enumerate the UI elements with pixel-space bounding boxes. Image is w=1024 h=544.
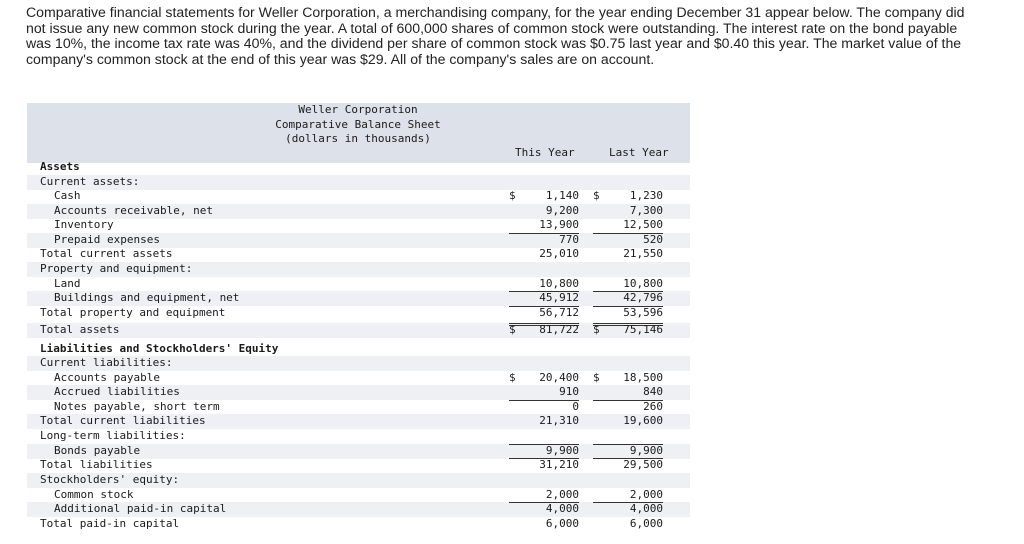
table-row	[27, 414, 690, 429]
row-label: Current assets:	[40, 175, 140, 188]
table-row	[27, 502, 690, 517]
currency-symbol: $	[509, 323, 516, 336]
last-year-value: 1,230	[629, 189, 663, 202]
this-year-value-cell	[509, 233, 579, 246]
this-year-value: 9,200	[545, 204, 579, 217]
this-year-value-cell	[509, 444, 579, 457]
table-row	[27, 385, 690, 400]
this-year-value: 2,000	[545, 488, 579, 501]
table-row	[27, 488, 690, 503]
row-label: Assets	[40, 160, 80, 173]
table-row	[27, 356, 690, 371]
table-row	[27, 277, 690, 292]
row-label: Total current liabilities	[40, 414, 206, 427]
last-year-value: 9,900	[629, 444, 663, 457]
this-year-value: 6,000	[545, 517, 579, 530]
table-row	[27, 306, 690, 321]
row-label: Accrued liabilities	[54, 385, 180, 398]
table-row	[27, 444, 690, 459]
last-year-value: 75,146	[623, 323, 663, 336]
this-year-value: 1,140	[545, 189, 579, 202]
this-year-value-cell	[509, 400, 579, 413]
currency-symbol: $	[509, 371, 516, 384]
last-year-value: 7,300	[629, 204, 663, 217]
intro-text: Comparative financial statements for Weller Corporation, a merchandising company, for the year ending December 31 appear below. The company did not issue any new common stock during the year. A total of 600,000 shares of common stock were outstanding. The interest rate on the bond payable was 10%, the income tax rate was 40%, and the dividend per share of common stock was $0.75 last year and $0.40 this year. The market value of the company's common stock at the end of this year was $29. All of the company's sales are on account.	[26, 4, 965, 67]
last-year-value: 21,550	[623, 247, 663, 260]
this-year-value-cell	[509, 291, 579, 304]
column-header-this-year: This Year	[515, 146, 575, 159]
table-row	[27, 175, 690, 190]
this-year-value: 31,210	[539, 458, 579, 471]
table-row	[27, 429, 690, 444]
row-label: Common stock	[54, 488, 134, 501]
row-label: Bonds payable	[54, 444, 141, 457]
this-year-value-cell	[509, 306, 579, 319]
units-note: (dollars in thousands)	[285, 132, 431, 145]
last-year-value-cell	[593, 458, 663, 471]
currency-symbol: $	[593, 323, 600, 336]
problem-description	[26, 5, 986, 67]
this-year-value: 20,400	[539, 371, 579, 384]
last-year-value: 4,000	[629, 502, 663, 515]
row-label: Accounts receivable, net	[54, 204, 213, 217]
this-year-value: 25,010	[539, 247, 579, 260]
currency-symbol: $	[509, 189, 516, 202]
statement-title: Comparative Balance Sheet	[275, 118, 441, 131]
last-year-value: 6,000	[629, 517, 663, 530]
last-year-value-cell	[593, 444, 663, 457]
table-row	[27, 473, 690, 488]
row-label: Buildings and equipment, net	[54, 291, 240, 304]
last-year-value: 520	[643, 233, 663, 246]
last-year-value: 2,000	[629, 488, 663, 501]
row-label: Prepaid expenses	[54, 233, 160, 246]
this-year-value: 910	[559, 385, 579, 398]
table-row	[27, 247, 690, 262]
row-label: Additional paid-in capital	[54, 502, 227, 515]
last-year-value-cell	[593, 233, 663, 246]
this-year-value: 10,800	[539, 277, 579, 290]
this-year-value-cell	[509, 458, 579, 471]
this-year-value: 56,712	[539, 306, 579, 319]
currency-symbol: $	[593, 371, 600, 384]
last-year-value: 18,500	[623, 371, 663, 384]
table-row	[27, 371, 690, 386]
this-year-value: 21,310	[539, 414, 579, 427]
table-row	[27, 400, 690, 415]
table-row	[27, 517, 690, 532]
row-label: Long-term liabilities:	[40, 429, 186, 442]
last-year-value: 53,596	[623, 306, 663, 319]
last-year-value-cell	[593, 400, 663, 413]
row-label: Total liabilities	[40, 458, 153, 471]
this-year-value: 45,912	[539, 291, 579, 304]
row-label: Stockholders' equity:	[40, 473, 180, 486]
table-row	[27, 458, 690, 473]
this-year-value: 0	[572, 400, 579, 413]
last-year-value: 19,600	[623, 414, 663, 427]
row-label: Total property and equipment	[40, 306, 226, 319]
table-row	[27, 291, 690, 306]
row-label: Property and equipment:	[40, 262, 193, 275]
this-year-value-cell	[509, 323, 579, 336]
this-year-value: 13,900	[539, 218, 579, 231]
last-year-value: 260	[643, 400, 663, 413]
last-year-value-cell	[593, 323, 663, 336]
balance-sheet-header	[27, 103, 690, 163]
table-row	[27, 233, 690, 248]
last-year-value: 12,500	[623, 218, 663, 231]
row-label: Current liabilities:	[40, 356, 173, 369]
last-year-value: 42,796	[623, 291, 663, 304]
balance-sheet	[27, 103, 690, 540]
this-year-value-cell	[509, 502, 579, 515]
row-label: Land	[54, 277, 81, 290]
table-row	[27, 160, 690, 175]
row-label: Inventory	[54, 218, 114, 231]
table-row	[27, 189, 690, 204]
last-year-value-cell	[593, 291, 663, 304]
table-row	[27, 323, 690, 338]
row-label: Accounts payable	[54, 371, 160, 384]
last-year-value: 29,500	[623, 458, 663, 471]
column-header-last-year: Last Year	[609, 146, 669, 159]
row-label: Cash	[54, 189, 81, 202]
last-year-value: 10,800	[623, 277, 663, 290]
this-year-value: 9,900	[545, 444, 579, 457]
last-year-value-cell	[593, 306, 663, 319]
this-year-value: 4,000	[545, 502, 579, 515]
row-label: Total current assets	[40, 247, 173, 260]
table-row	[27, 204, 690, 219]
table-row	[27, 262, 690, 277]
this-year-value: 770	[559, 233, 579, 246]
company-name: Weller Corporation	[298, 103, 418, 116]
row-label: Notes payable, short term	[54, 400, 220, 413]
row-label: Liabilities and Stockholders' Equity	[40, 342, 279, 355]
last-year-value: 840	[643, 385, 663, 398]
row-label: Total paid-in capital	[40, 517, 180, 530]
table-row	[27, 218, 690, 233]
row-label: Total assets	[40, 323, 120, 336]
table-row	[27, 342, 690, 357]
last-year-value-cell	[593, 502, 663, 515]
currency-symbol: $	[593, 189, 600, 202]
this-year-value: 81,722	[539, 323, 579, 336]
